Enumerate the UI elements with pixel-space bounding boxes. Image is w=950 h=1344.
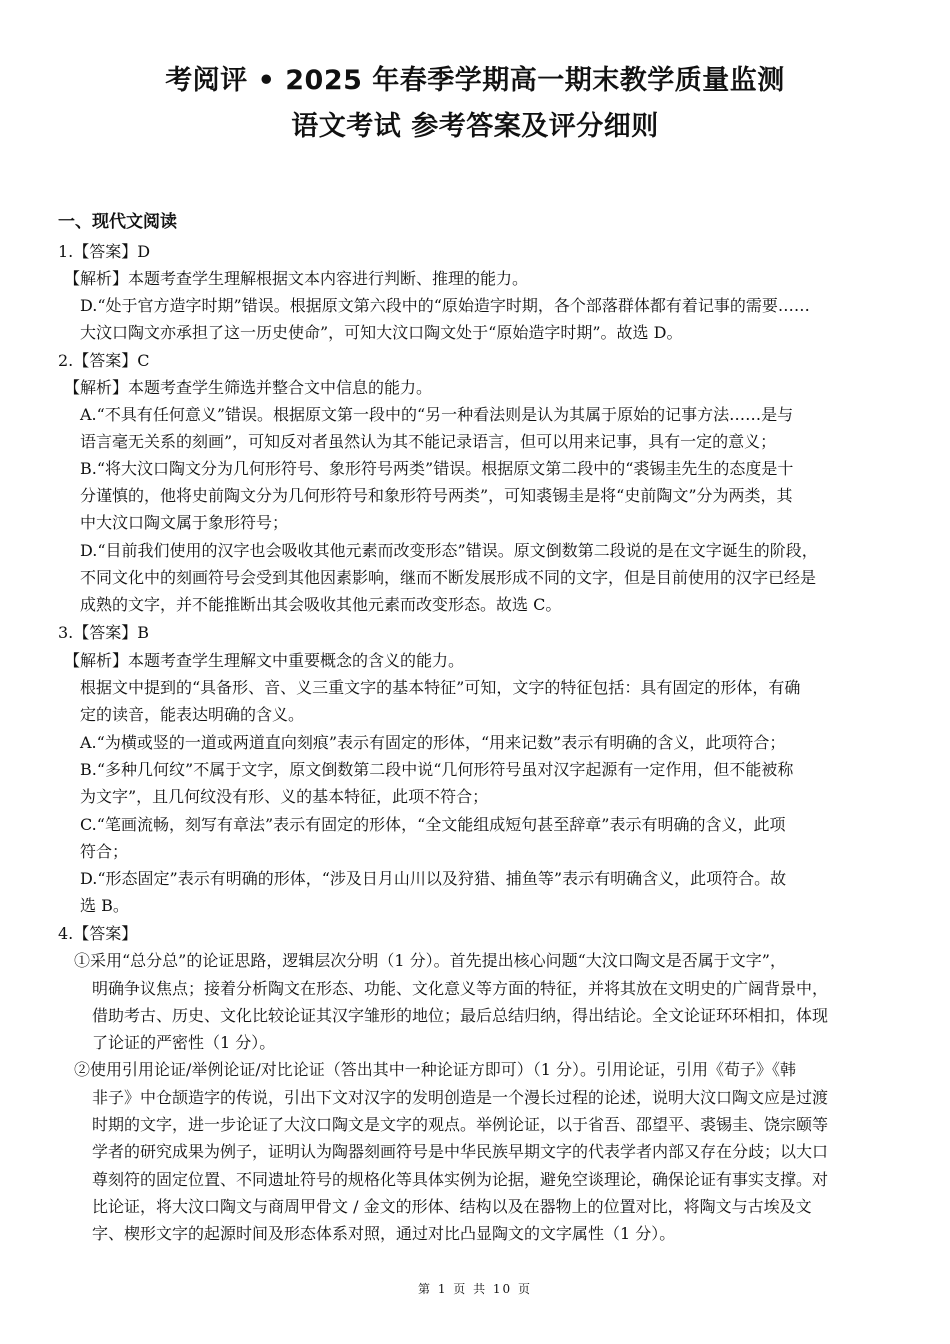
q4-line: ②使用引用论证/举例论证/对比论证（答出其中一种论证方即可）（1 分）。引用论证，引用《荀子》《韩 <box>74 1060 797 1079</box>
q2-line: 不同文化中的刻画符号会受到其他因素影响，继而不断发展形成不同的文字，但是目前使用的汉字已经是 <box>80 568 817 587</box>
q3-line: 根据文中提到的“具备形、音、义三重文字的基本特征”可知，文字的特征包括：具有固定的形体，有确 <box>80 678 801 697</box>
q4-line: 尊刻符的固定位置、不同遗址符号的规格化等具体实例为论据，避免空谈理论，确保论证有事实支撑。对 <box>92 1170 829 1189</box>
q4-answer: 4.【答案】 <box>58 924 138 943</box>
q3-answer: 3.【答案】B <box>58 623 150 642</box>
q2-line: 成熟的文字，并不能推断出其会吸收其他元素而改变形态。故选 C。 <box>80 595 562 614</box>
q3-analysis: 【解析】本题考查学生理解文中重要概念的含义的能力。 <box>64 651 465 670</box>
q2-answer: 2.【答案】C <box>58 351 150 370</box>
document-title: 考阅评 • 2025 年春季学期高一期末教学质量监测 <box>165 65 785 96</box>
q2-line: 分谨慎的，他将史前陶文分为几何形符号和象形符号两类”，可知裘锡圭是将“史前陶文”分为两类，其 <box>80 486 793 505</box>
q4-line: 比论证，将大汶口陶文与商周甲骨文 / 金文的形体、结构以及在器物上的位置对比，将陶文与古埃及文 <box>92 1197 812 1216</box>
q4-line: 学者的研究成果为例子，证明认为陶器刻画符号是中华民族早期文字的代表学者内部又存在分歧；以大口 <box>92 1142 829 1161</box>
document-subtitle: 语文考试 参考答案及评分细则 <box>291 111 659 142</box>
q4-line: 了论证的严密性（1 分）。 <box>92 1033 276 1052</box>
q2-line: 中大汶口陶文属于象形符号； <box>80 513 289 532</box>
q4-line: 明确争议焦点；接着分析陶文在形态、功能、文化意义等方面的特征，并将其放在文明史的广阔背景中， <box>92 979 829 998</box>
q2-line: B.“将大汶口陶文分为几何形符号、象形符号两类”错误。根据原文第二段中的“裘锡圭先生的态度是十 <box>80 459 794 478</box>
q1-answer: 1.【答案】D <box>58 242 151 261</box>
section-heading: 一、现代文阅读 <box>58 212 177 232</box>
q2-line: 语言毫无关系的刻画”，可知反对者虽然认为其不能记录语言，但可以用来记事，具有一定的意义； <box>80 432 777 451</box>
q1-analysis: 【解析】本题考查学生理解根据文本内容进行判断、推理的能力。 <box>64 269 529 288</box>
q3-line: A.“为横或竖的一道或两道直向刻痕”表示有固定的形体，“用来记数”表示有明确的含义，此项符合； <box>80 733 786 752</box>
q4-line: 时期的文字，进一步论证了大汶口陶文是文字的观点。举例论证，以于省吾、邵望平、裘锡圭、饶宗颐等 <box>92 1115 829 1134</box>
q3-line: 符合； <box>80 842 129 861</box>
q2-line: A.“不具有任何意义”错误。根据原文第一段中的“另一种看法则是认为其属于原始的记事方法……是与 <box>80 405 794 424</box>
q1-line: 大汶口陶文亦承担了这一历史使命”，可知大汶口陶文处于“原始造字时期”。故选 D。 <box>80 323 683 342</box>
q3-line: D.“形态固定”表示有明确的形体，“涉及日月山川以及狩猎、捕鱼等”表示有明确含义，此项符合。故 <box>80 869 787 888</box>
q2-line: D.“目前我们使用的汉字也会吸收其他元素而改变形态”错误。原文倒数第二段说的是在文字诞生的阶段， <box>80 541 818 560</box>
q3-line: 选 B。 <box>80 896 129 915</box>
q4-line: 字、楔形文字的起源时间及形态体系对照，通过对比凸显陶文的文字属性（1 分）。 <box>92 1224 676 1243</box>
q4-line: ①采用“总分总”的论证思路，逻辑层次分明（1 分）。首先提出核心问题“大汶口陶文是否属于文字”， <box>74 951 786 970</box>
q4-line: 非子》中仓颉造字的传说，引出下文对汉字的发明创造是一个漫长过程的论述，说明大汶口陶文应是过渡 <box>92 1088 829 1107</box>
q3-line: B.“多种几何纹”不属于文字，原文倒数第二段中说“几何形符号虽对汉字起源有一定作用，但不能被称 <box>80 760 794 779</box>
q1-line: D.“处于官方造字时期”错误。根据原文第六段中的“原始造字时期，各个部落群体都有着记事的需要…… <box>80 296 810 315</box>
q3-line: 定的读音，能表达明确的含义。 <box>80 705 305 724</box>
page-number: 第 1 页 共 10 页 <box>418 1282 532 1296</box>
q3-line: C.“笔画流畅，刻写有章法”表示有固定的形体，“全文能组成短句甚至辞章”表示有明确的含义，此项 <box>80 815 786 834</box>
q3-line: 为文字”，且几何纹没有形、义的基本特征，此项不符合； <box>80 787 489 806</box>
q4-line: 借助考古、历史、文化比较论证其汉字雏形的地位；最后总结归纳，得出结论。全文论证环环相扣，体现 <box>92 1006 829 1025</box>
q2-analysis: 【解析】本题考查学生筛选并整合文中信息的能力。 <box>64 378 433 397</box>
